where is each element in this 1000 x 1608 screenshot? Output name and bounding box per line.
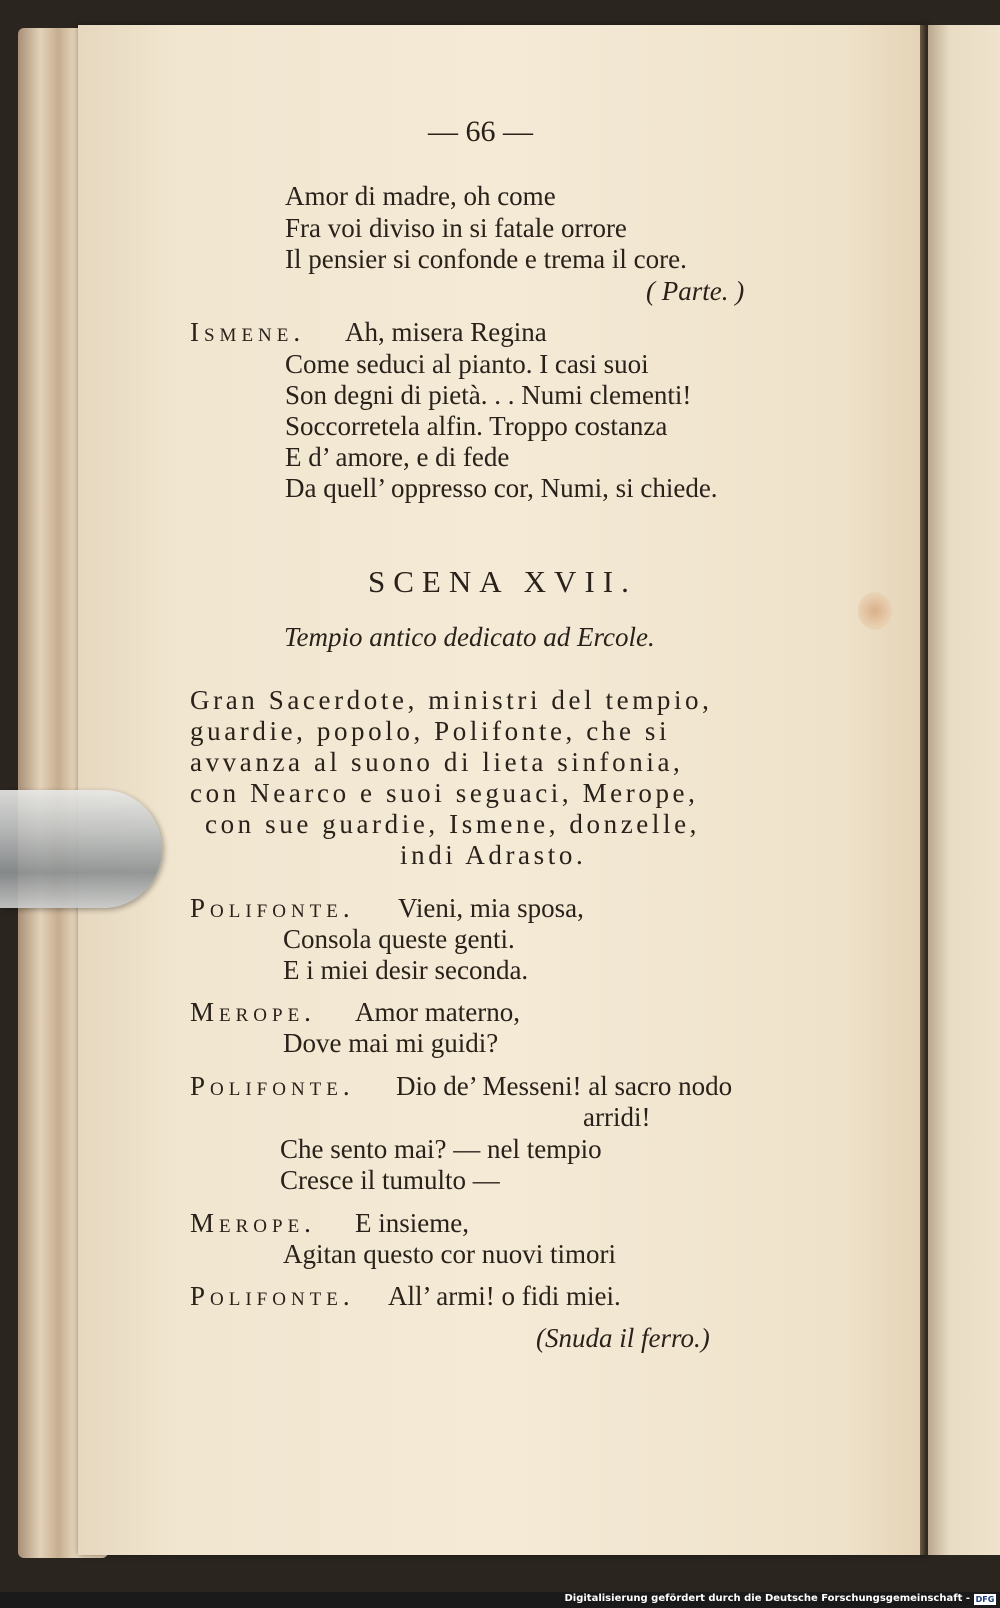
dialogue-line: E insieme, xyxy=(355,1208,469,1238)
dialogue-line: E d’ amore, e di fede xyxy=(285,442,510,472)
dialogue-line: Che sento mai? — nel tempio xyxy=(280,1134,602,1164)
speaker-name: Polifonte. xyxy=(190,1281,355,1311)
dialogue-line: Consola queste genti. xyxy=(283,924,515,954)
speaker-name: Ismene. xyxy=(190,317,306,347)
scene-title: SCENA XVII. xyxy=(368,564,637,599)
dialogue-line: Amor materno, xyxy=(355,997,520,1027)
cast-line: con sue guardie, Ismene, donzelle, xyxy=(205,809,701,839)
dialogue-line: Vieni, mia sposa, xyxy=(398,893,584,923)
dialogue-line: Ah, misera Regina xyxy=(345,317,547,347)
cast-line: avvanza al suono di lieta sinfonia, xyxy=(190,747,684,777)
verse-line: Fra voi diviso in si fatale orrore xyxy=(285,213,627,243)
speaker-name: Merope. xyxy=(190,1208,316,1238)
stage-direction: ( Parte. ) xyxy=(646,276,745,306)
dialogue-line: arridi! xyxy=(583,1102,651,1132)
dialogue-line: E i miei desir seconda. xyxy=(283,955,529,985)
cast-line: Gran Sacerdote, ministri del tempio, xyxy=(190,685,713,715)
speaker-name: Polifonte. xyxy=(190,893,355,923)
dialogue-line: Cresce il tumulto — xyxy=(280,1165,500,1195)
speaker-name: Merope. xyxy=(190,997,316,1027)
cast-line: guardie, popolo, Polifonte, che si xyxy=(190,716,671,746)
verse-line: Amor di madre, oh come xyxy=(285,181,556,211)
digitization-footer xyxy=(0,1592,1000,1608)
scene-setting: Tempio antico dedicato ad Ercole. xyxy=(284,622,655,652)
dialogue-line: Da quell’ oppresso cor, Numi, si chiede. xyxy=(285,473,718,503)
dialogue-line: Come seduci al pianto. I casi suoi xyxy=(285,349,649,379)
footer-credit: Digitalisierung gefördert durch die Deutsche Forschungsgemeinschaft - xyxy=(564,1593,970,1604)
dialogue-line: Dove mai mi guidi? xyxy=(283,1028,499,1058)
cast-line: indi Adrasto. xyxy=(400,840,587,870)
stage-direction: (Snuda il ferro.) xyxy=(536,1323,710,1353)
page-clip xyxy=(0,790,162,908)
speaker-name: Polifonte. xyxy=(190,1071,355,1101)
cast-line: con Nearco e suoi seguaci, Merope, xyxy=(190,778,699,808)
dialogue-line: Soccorretela alfin. Troppo costanza xyxy=(285,411,668,441)
dialogue-line: Agitan questo cor nuovi timori xyxy=(283,1239,616,1269)
dfg-logo: DFG xyxy=(975,1595,995,1604)
stain xyxy=(858,592,892,630)
dialogue-line: All’ armi! o fidi miei. xyxy=(388,1281,621,1311)
dialogue-line: Son degni di pietà. . . Numi clementi! xyxy=(285,380,692,410)
facing-page xyxy=(928,25,1000,1555)
page-number: — 66 — xyxy=(428,115,533,148)
verse-line: Il pensier si confonde e trema il core. xyxy=(285,244,687,274)
dialogue-line: Dio de’ Messeni! al sacro nodo xyxy=(396,1071,733,1101)
